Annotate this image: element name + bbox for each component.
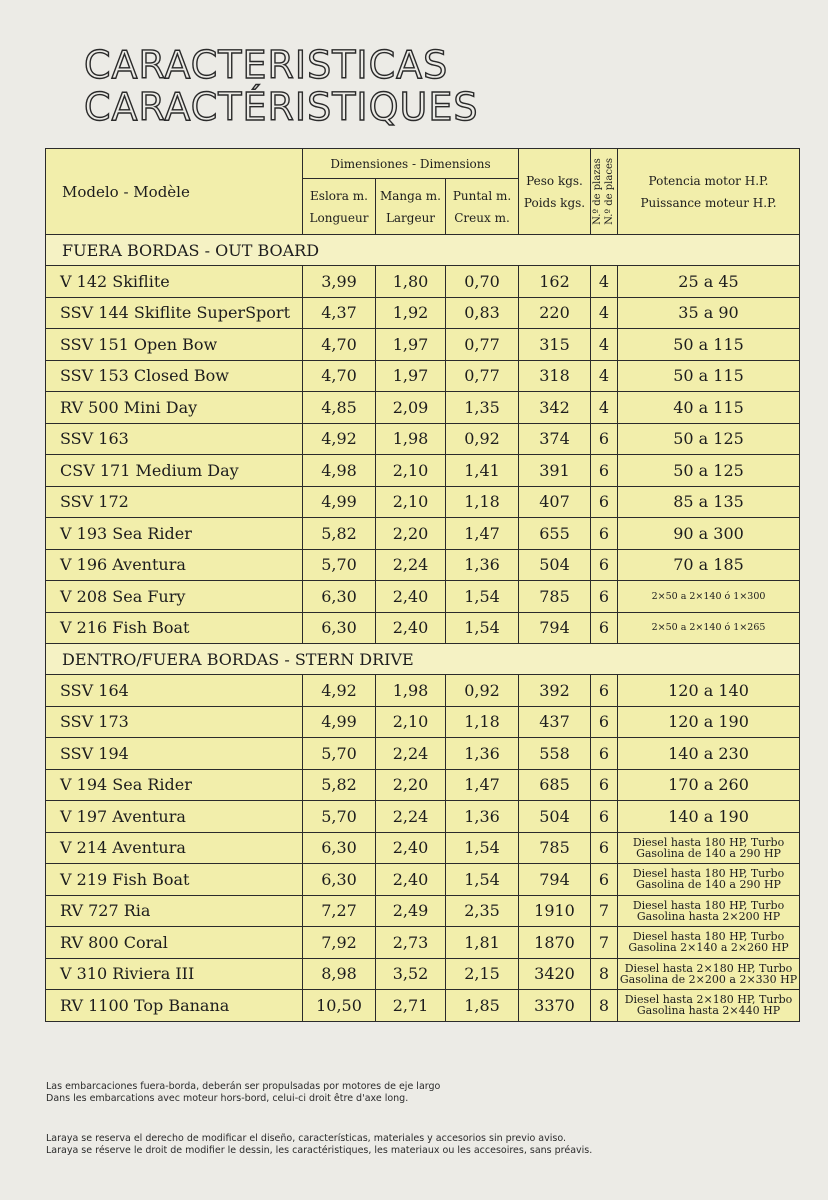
weight-cell: 3420 (519, 958, 591, 990)
depth-cell: 1,41 (446, 455, 519, 487)
seats-cell: 6 (591, 486, 618, 518)
depth-cell: 1,54 (446, 581, 519, 613)
model-cell: SSV 163 (46, 423, 303, 455)
beam-cell: 2,73 (376, 927, 446, 959)
length-cell: 3,99 (303, 266, 376, 298)
section-header (46, 644, 800, 675)
depth-cell: 0,77 (446, 329, 519, 361)
table-row (46, 518, 800, 550)
model-cell: SSV 144 Skiflite SuperSport (46, 297, 303, 329)
power-cell (618, 895, 800, 927)
power-line-1: Diesel hasta 2×180 HP, Turbo (624, 993, 793, 1007)
table-row (46, 706, 800, 738)
depth-cell: 1,18 (446, 486, 519, 518)
table-row (46, 958, 800, 990)
depth-cell: 1,81 (446, 927, 519, 959)
length-cell: 4,37 (303, 297, 376, 329)
table-row (46, 895, 800, 927)
beam-cell: 1,92 (376, 297, 446, 329)
title-french: CARACTÉRISTIQUES (84, 85, 479, 129)
beam-cell: 3,52 (376, 958, 446, 990)
depth-cell: 1,36 (446, 549, 519, 581)
header-model: Modelo - Modèle (46, 149, 303, 235)
depth-cell: 1,18 (446, 706, 519, 738)
beam-cell: 2,24 (376, 549, 446, 581)
header-depth: Puntal m. Creux m. (446, 179, 519, 235)
depth-cell: 0,92 (446, 423, 519, 455)
weight-cell: 220 (519, 297, 591, 329)
beam-cell: 2,24 (376, 801, 446, 833)
power-cell: 40 a 115 (618, 392, 800, 424)
length-cell: 4,99 (303, 706, 376, 738)
header-beam: Manga m. Largeur (376, 179, 446, 235)
table-row (46, 486, 800, 518)
beam-cell: 2,24 (376, 738, 446, 770)
length-cell: 6,30 (303, 832, 376, 864)
weight-cell: 558 (519, 738, 591, 770)
weight-cell: 794 (519, 612, 591, 644)
depth-cell: 0,83 (446, 297, 519, 329)
table-row (46, 801, 800, 833)
power-cell: 140 a 190 (618, 801, 800, 833)
model-cell: RV 500 Mini Day (46, 392, 303, 424)
power-cell: 50 a 115 (618, 329, 800, 361)
model-cell: V 194 Sea Rider (46, 769, 303, 801)
seats-cell: 6 (591, 801, 618, 833)
length-cell: 6,30 (303, 612, 376, 644)
beam-cell: 2,10 (376, 486, 446, 518)
model-cell: RV 800 Coral (46, 927, 303, 959)
length-cell: 4,70 (303, 329, 376, 361)
model-cell: SSV 164 (46, 675, 303, 707)
page-title (84, 44, 478, 128)
table-row (46, 297, 800, 329)
model-cell: V 219 Fish Boat (46, 864, 303, 896)
power-line-1: Diesel hasta 180 HP, Turbo (632, 835, 785, 849)
weight-cell: 315 (519, 329, 591, 361)
power-cell: 70 a 185 (618, 549, 800, 581)
seats-cell: 6 (591, 549, 618, 581)
seats-cell: 6 (591, 518, 618, 550)
depth-cell: 1,54 (446, 864, 519, 896)
weight-cell: 374 (519, 423, 591, 455)
depth-cell: 1,54 (446, 832, 519, 864)
title-spanish: CARACTERISTICAS (84, 43, 449, 87)
model-cell: RV 727 Ria (46, 895, 303, 927)
beam-cell: 1,97 (376, 360, 446, 392)
length-cell: 7,27 (303, 895, 376, 927)
weight-cell: 785 (519, 581, 591, 613)
model-cell: SSV 194 (46, 738, 303, 770)
power-line-1: Diesel hasta 180 HP, Turbo (632, 867, 785, 881)
power-cell: 50 a 115 (618, 360, 800, 392)
model-cell: V 196 Aventura (46, 549, 303, 581)
table-row (46, 455, 800, 487)
section-title: DENTRO/FUERA BORDAS - STERN DRIVE (46, 644, 800, 675)
weight-cell: 162 (519, 266, 591, 298)
seats-cell: 4 (591, 329, 618, 361)
weight-cell: 342 (519, 392, 591, 424)
depth-cell: 1,47 (446, 518, 519, 550)
depth-cell: 1,47 (446, 769, 519, 801)
length-cell: 5,82 (303, 769, 376, 801)
length-cell: 8,98 (303, 958, 376, 990)
weight-cell: 1910 (519, 895, 591, 927)
length-cell: 5,70 (303, 738, 376, 770)
outboard-note: Las embarcaciones fuera-borda, deberán ser propulsadas por motores de eje largo Dans les embarcations avec moteur hors-bord, celui-ci droit être d'axe long. (46, 1081, 441, 1104)
length-cell: 4,92 (303, 423, 376, 455)
power-cell: 90 a 300 (618, 518, 800, 550)
length-cell: 4,92 (303, 675, 376, 707)
power-line-2: Gasolina de 2×200 a 2×330 HP (619, 972, 798, 986)
table-header-row (46, 149, 800, 179)
seats-cell: 4 (591, 360, 618, 392)
seats-cell: 6 (591, 832, 618, 864)
beam-cell: 2,10 (376, 706, 446, 738)
weight-cell: 318 (519, 360, 591, 392)
header-length: Eslora m. Longueur (303, 179, 376, 235)
weight-cell: 437 (519, 706, 591, 738)
table-row (46, 864, 800, 896)
section-header (46, 235, 800, 266)
weight-cell: 3370 (519, 990, 591, 1022)
model-cell: SSV 151 Open Bow (46, 329, 303, 361)
model-cell: V 193 Sea Rider (46, 518, 303, 550)
beam-cell: 2,71 (376, 990, 446, 1022)
power-cell: 120 a 140 (618, 675, 800, 707)
depth-cell: 1,36 (446, 801, 519, 833)
power-cell: 50 a 125 (618, 423, 800, 455)
power-cell: 2×50 a 2×140 ó 1×265 (618, 612, 800, 644)
header-dimensions: Dimensiones - Dimensions (303, 149, 519, 179)
header-power: Potencia motor H.P. Puissance moteur H.P. (618, 149, 800, 235)
power-line-2: Gasolina hasta 2×440 HP (636, 1004, 781, 1018)
beam-cell: 1,98 (376, 675, 446, 707)
power-line-1: Diesel hasta 2×180 HP, Turbo (624, 961, 793, 975)
table-row (46, 266, 800, 298)
beam-cell: 2,49 (376, 895, 446, 927)
beam-cell: 2,10 (376, 455, 446, 487)
table-row (46, 990, 800, 1022)
power-cell: 35 a 90 (618, 297, 800, 329)
power-line-2: Gasolina hasta 2×200 HP (636, 909, 781, 923)
power-cell: 85 a 135 (618, 486, 800, 518)
beam-cell: 2,20 (376, 769, 446, 801)
model-cell: V 214 Aventura (46, 832, 303, 864)
weight-cell: 655 (519, 518, 591, 550)
model-cell: SSV 172 (46, 486, 303, 518)
power-cell: 2×50 a 2×140 ó 1×300 (618, 581, 800, 613)
beam-cell: 2,20 (376, 518, 446, 550)
power-cell (618, 958, 800, 990)
table-row (46, 549, 800, 581)
seats-cell: 8 (591, 958, 618, 990)
depth-cell: 1,85 (446, 990, 519, 1022)
model-cell: CSV 171 Medium Day (46, 455, 303, 487)
power-cell: 120 a 190 (618, 706, 800, 738)
weight-cell: 407 (519, 486, 591, 518)
depth-cell: 1,35 (446, 392, 519, 424)
seats-cell: 6 (591, 423, 618, 455)
seats-cell: 6 (591, 455, 618, 487)
length-cell: 4,99 (303, 486, 376, 518)
beam-cell: 2,40 (376, 612, 446, 644)
depth-cell: 1,36 (446, 738, 519, 770)
table-row (46, 769, 800, 801)
length-cell: 4,98 (303, 455, 376, 487)
table-body (46, 235, 800, 1022)
weight-cell: 392 (519, 675, 591, 707)
table-row (46, 832, 800, 864)
weight-cell: 785 (519, 832, 591, 864)
length-cell: 6,30 (303, 864, 376, 896)
table-row (46, 423, 800, 455)
power-cell: 170 a 260 (618, 769, 800, 801)
depth-cell: 2,35 (446, 895, 519, 927)
seats-cell: 6 (591, 738, 618, 770)
power-cell (618, 990, 800, 1022)
seats-cell: 7 (591, 927, 618, 959)
length-cell: 10,50 (303, 990, 376, 1022)
model-cell: SSV 173 (46, 706, 303, 738)
depth-cell: 2,15 (446, 958, 519, 990)
beam-cell: 2,40 (376, 832, 446, 864)
beam-cell: 1,80 (376, 266, 446, 298)
length-cell: 7,92 (303, 927, 376, 959)
depth-cell: 0,77 (446, 360, 519, 392)
beam-cell: 2,09 (376, 392, 446, 424)
seats-cell: 8 (591, 990, 618, 1022)
weight-cell: 794 (519, 864, 591, 896)
depth-cell: 0,92 (446, 675, 519, 707)
seats-cell: 4 (591, 266, 618, 298)
length-cell: 4,85 (303, 392, 376, 424)
seats-cell: 6 (591, 581, 618, 613)
header-weight: Peso kgs. Poids kgs. (519, 149, 591, 235)
table-row (46, 581, 800, 613)
power-line-2: Gasolina 2×140 a 2×260 HP (628, 941, 789, 955)
model-cell: V 142 Skiflite (46, 266, 303, 298)
power-cell: 140 a 230 (618, 738, 800, 770)
table-row (46, 329, 800, 361)
specifications-table (45, 148, 800, 1022)
beam-cell: 1,98 (376, 423, 446, 455)
weight-cell: 685 (519, 769, 591, 801)
table-row (46, 360, 800, 392)
model-cell: SSV 153 Closed Bow (46, 360, 303, 392)
table-row (46, 738, 800, 770)
length-cell: 6,30 (303, 581, 376, 613)
power-line-2: Gasolina de 140 a 290 HP (636, 846, 781, 860)
weight-cell: 504 (519, 549, 591, 581)
length-cell: 5,82 (303, 518, 376, 550)
header-seats: N.º de plazas N.º de places (591, 149, 618, 235)
section-title: FUERA BORDAS - OUT BOARD (46, 235, 800, 266)
model-cell: V 216 Fish Boat (46, 612, 303, 644)
weight-cell: 504 (519, 801, 591, 833)
power-line-2: Gasolina de 140 a 290 HP (636, 878, 781, 892)
depth-cell: 1,54 (446, 612, 519, 644)
model-cell: V 208 Sea Fury (46, 581, 303, 613)
seats-cell: 4 (591, 392, 618, 424)
table-row (46, 675, 800, 707)
table-row (46, 612, 800, 644)
power-cell: 25 a 45 (618, 266, 800, 298)
model-cell: V 197 Aventura (46, 801, 303, 833)
power-cell (618, 864, 800, 896)
length-cell: 5,70 (303, 801, 376, 833)
seats-cell: 4 (591, 297, 618, 329)
beam-cell: 1,97 (376, 329, 446, 361)
reserve-note: Laraya se reserva el derecho de modificar el diseño, características, materiales y accesorios sin previo aviso. Laraya se réserve le droit de modifier le dessin, les caractéristiques, les materiaux ou les accesoires, sans préavis. (46, 1133, 593, 1156)
power-cell (618, 927, 800, 959)
table-row (46, 927, 800, 959)
seats-cell: 6 (591, 706, 618, 738)
length-cell: 4,70 (303, 360, 376, 392)
seats-cell: 6 (591, 612, 618, 644)
power-line-1: Diesel hasta 180 HP, Turbo (632, 898, 785, 912)
weight-cell: 391 (519, 455, 591, 487)
seats-cell: 6 (591, 675, 618, 707)
table-row (46, 392, 800, 424)
weight-cell: 1870 (519, 927, 591, 959)
model-cell: RV 1100 Top Banana (46, 990, 303, 1022)
power-line-1: Diesel hasta 180 HP, Turbo (632, 930, 785, 944)
length-cell: 5,70 (303, 549, 376, 581)
beam-cell: 2,40 (376, 581, 446, 613)
model-cell: V 310 Riviera III (46, 958, 303, 990)
seats-cell: 6 (591, 864, 618, 896)
seats-cell: 6 (591, 769, 618, 801)
beam-cell: 2,40 (376, 864, 446, 896)
depth-cell: 0,70 (446, 266, 519, 298)
power-cell (618, 832, 800, 864)
seats-cell: 7 (591, 895, 618, 927)
power-cell: 50 a 125 (618, 455, 800, 487)
